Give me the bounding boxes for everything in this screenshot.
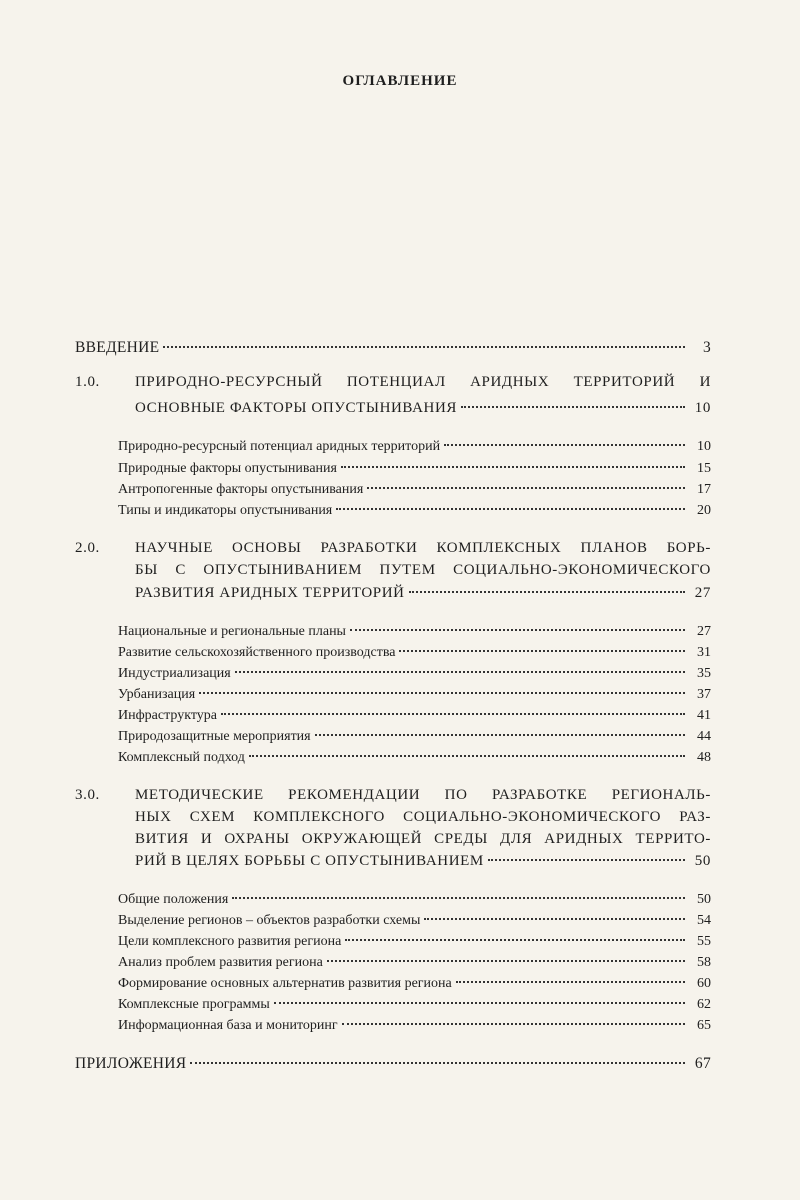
subentry-page: 37: [697, 687, 711, 702]
toc-subentry[interactable]: [118, 437, 711, 457]
subentry-page: 54: [697, 913, 711, 928]
section-title-last-line[interactable]: [135, 851, 711, 871]
leader-dots: [315, 734, 685, 736]
subentry-page: 62: [697, 997, 711, 1012]
subentry-page: 31: [697, 645, 711, 660]
toc-entry-intro[interactable]: [75, 338, 711, 358]
leader-dots: [350, 629, 685, 631]
section-title-last-line[interactable]: [135, 583, 711, 603]
toc-subentry[interactable]: [118, 911, 711, 931]
toc-subentry[interactable]: [118, 1016, 711, 1036]
leader-dots: [199, 692, 685, 694]
toc-subentry[interactable]: [118, 459, 711, 479]
subentry-title: Формирование основных альтернатив развития региона: [118, 976, 452, 991]
subentry-title: Выделение регионов – объектов разработки схемы: [118, 913, 421, 928]
toc-subentry[interactable]: [118, 932, 711, 952]
section-title-text: РАЗВИТИЯ АРИДНЫХ ТЕРРИТОРИЙ: [135, 585, 405, 601]
section-title-line: МЕТОДИЧЕСКИЕ РЕКОМЕНДАЦИИ ПО РАЗРАБОТКЕ РЕГИОНАЛЬ-: [135, 787, 711, 803]
subentry-page: 60: [697, 976, 711, 991]
toc-subentry[interactable]: [118, 748, 711, 768]
section-title-last-line[interactable]: [135, 398, 711, 418]
subentry-page: 27: [697, 624, 711, 639]
leader-dots: [232, 897, 685, 899]
toc-subentry[interactable]: [118, 685, 711, 705]
leader-dots: [163, 346, 685, 348]
leader-dots: [345, 939, 685, 941]
section-number: 3.0.: [75, 787, 100, 803]
leader-dots: [341, 466, 685, 468]
section-title-line: НАУЧНЫЕ ОСНОВЫ РАЗРАБОТКИ КОМПЛЕКСНЫХ ПЛАНОВ БОРЬ-: [135, 540, 711, 556]
subentry-title: Комплексный подход: [118, 750, 245, 765]
page-title: ОГЛАВЛЕНИЕ: [342, 73, 458, 89]
section-title-line: ПРИРОДНО-РЕСУРСНЫЙ ПОТЕНЦИАЛ АРИДНЫХ ТЕРРИТОРИЙ И: [135, 374, 711, 390]
subentry-page: 20: [697, 503, 711, 518]
subentry-title: Урбанизация: [118, 687, 196, 702]
toc-subentry[interactable]: [118, 643, 711, 663]
subentry-title: Информационная база и мониторинг: [118, 1018, 338, 1033]
subentry-page: 10: [697, 439, 711, 454]
toc-subentry[interactable]: [118, 501, 711, 521]
toc-subentry[interactable]: [118, 706, 711, 726]
section-title-text: ОСНОВНЫЕ ФАКТОРЫ ОПУСТЫНИВАНИЯ: [135, 400, 457, 416]
leader-dots: [367, 487, 685, 489]
section-number: 2.0.: [75, 540, 100, 556]
subentry-title: Антропогенные факторы опустынивания: [118, 482, 364, 497]
toc-entry-title: ПРИЛОЖЕНИЯ: [75, 1055, 187, 1072]
leader-dots: [399, 650, 685, 652]
toc-subentry[interactable]: [118, 622, 711, 642]
subentry-page: 55: [697, 934, 711, 949]
subentry-title: Природные факторы опустынивания: [118, 461, 337, 476]
toc-subentry[interactable]: [118, 727, 711, 747]
section-title-line: ВИТИЯ И ОХРАНЫ ОКРУЖАЮЩЕЙ СРЕДЫ ДЛЯ АРИДНЫХ ТЕРРИТО-: [135, 831, 711, 847]
subentry-title: Комплексные программы: [118, 997, 270, 1012]
subentry-title: Цели комплексного развития региона: [118, 934, 342, 949]
subentry-title: Инфраструктура: [118, 708, 217, 723]
section-page: 27: [694, 585, 711, 601]
toc-entry-page: 3: [702, 339, 711, 356]
leader-dots: [461, 406, 685, 408]
subentry-page: 17: [697, 482, 711, 497]
toc-subentry[interactable]: [118, 480, 711, 500]
subentry-title: Анализ проблем развития региона: [118, 955, 323, 970]
leader-dots: [235, 671, 685, 673]
leader-dots: [488, 859, 685, 861]
leader-dots: [409, 591, 685, 593]
toc-entry-page: 67: [694, 1055, 711, 1072]
leader-dots: [424, 918, 685, 920]
subentry-title: Типы и индикаторы опустынивания: [118, 503, 333, 518]
toc-subentry[interactable]: [118, 995, 711, 1015]
leader-dots: [336, 508, 685, 510]
leader-dots: [327, 960, 685, 962]
subentry-title: Общие положения: [118, 892, 229, 907]
section-page: 50: [694, 853, 711, 869]
subentry-title: Развитие сельскохозяйственного производства: [118, 645, 396, 660]
toc-subentry[interactable]: [118, 664, 711, 684]
subentry-page: 58: [697, 955, 711, 970]
subentry-title: Национальные и региональные планы: [118, 624, 346, 639]
leader-dots: [274, 1002, 685, 1004]
leader-dots: [342, 1023, 685, 1025]
section-title-line: БЫ С ОПУСТЫНИВАНИЕМ ПУТЕМ СОЦИАЛЬНО-ЭКОНОМИЧЕСКОГО: [135, 562, 711, 578]
leader-dots: [249, 755, 685, 757]
subentry-page: 44: [697, 729, 711, 744]
subentry-page: 50: [697, 892, 711, 907]
subentry-page: 35: [697, 666, 711, 681]
section-number: 1.0.: [75, 374, 100, 390]
subentry-page: 65: [697, 1018, 711, 1033]
toc-subentry[interactable]: [118, 974, 711, 994]
subentry-page: 15: [697, 461, 711, 476]
subentry-title: Природно-ресурсный потенциал аридных территорий: [118, 439, 441, 454]
leader-dots: [444, 444, 685, 446]
subentry-page: 41: [697, 708, 711, 723]
toc-entry-title: ВВЕДЕНИЕ: [75, 339, 160, 356]
leader-dots: [190, 1062, 685, 1064]
subentry-page: 48: [697, 750, 711, 765]
leader-dots: [456, 981, 685, 983]
toc-subentry[interactable]: [118, 890, 711, 910]
toc-subentry[interactable]: [118, 953, 711, 973]
section-page: 10: [694, 400, 711, 416]
leader-dots: [221, 713, 685, 715]
section-title-text: РИЙ В ЦЕЛЯХ БОРЬБЫ С ОПУСТЫНИВАНИЕМ: [135, 853, 484, 869]
subentry-title: Индустриализация: [118, 666, 231, 681]
toc-entry-appendix[interactable]: [75, 1054, 711, 1074]
subentry-title: Природозащитные мероприятия: [118, 729, 311, 744]
section-title-line: НЫХ СХЕМ КОМПЛЕКСНОГО СОЦИАЛЬНО-ЭКОНОМИЧЕСКОГО РАЗ-: [135, 809, 711, 825]
